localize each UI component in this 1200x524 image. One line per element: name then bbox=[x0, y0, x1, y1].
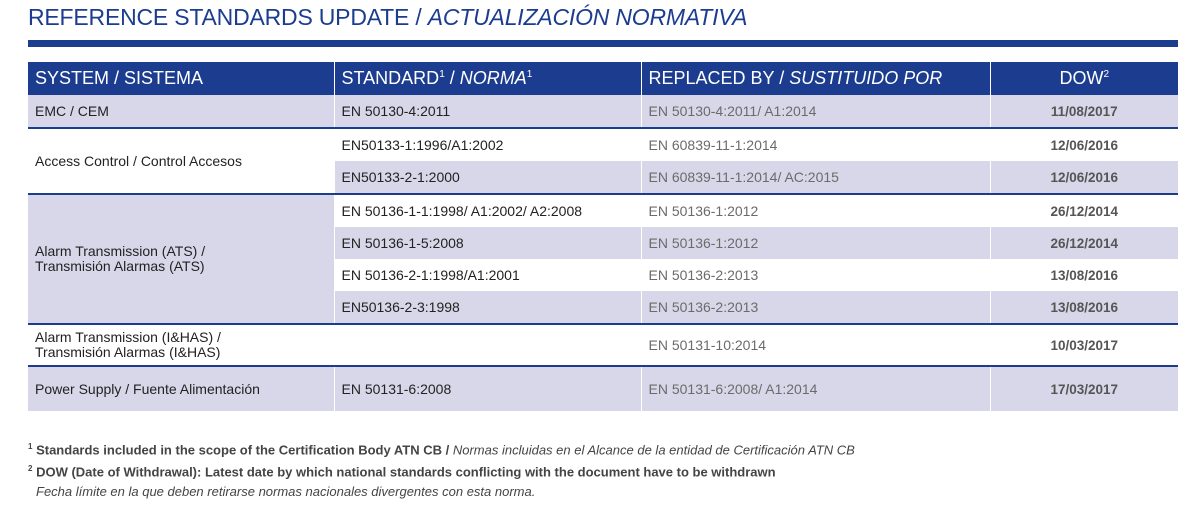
replaced-cell: EN 50136-2:2013 bbox=[641, 291, 990, 324]
footnote-1-text: Standards included in the scope of the Certification Body ATN CB / bbox=[36, 442, 450, 458]
footnote-1 bbox=[28, 437, 855, 459]
header-standard: STANDARD$^1$ / NORMA$^1$ bbox=[334, 62, 641, 95]
replaced-cell: EN 50136-2:2013 bbox=[641, 259, 990, 291]
system-cell bbox=[28, 194, 334, 324]
footnote-2 bbox=[28, 459, 855, 481]
system-line-2: Transmisión Alarmas (I&HAS) bbox=[35, 344, 221, 360]
table-header-row bbox=[28, 62, 1178, 95]
header-standard-sup: 1 bbox=[439, 69, 445, 80]
system-line-1: Alarm Transmission (I&HAS) / bbox=[35, 329, 221, 345]
standards-table bbox=[28, 62, 1178, 411]
footnote-1-translation: Normas incluidas en el Alcance de la entidad de Certificación ATN CB bbox=[452, 442, 855, 458]
system-line-1: Alarm Transmission (ATS) / bbox=[35, 243, 206, 259]
dow-cell: 13/08/2016 bbox=[990, 291, 1178, 324]
header-system: SYSTEM / SISTEMA bbox=[28, 62, 334, 95]
standard-cell: EN 50136-1-5:2008 bbox=[334, 227, 641, 259]
standard-cell: EN50136-2-3:1998 bbox=[334, 291, 641, 324]
system-line-2: Transmisión Alarmas (ATS) bbox=[35, 258, 205, 274]
replaced-cell: EN 50136-1:2012 bbox=[641, 227, 990, 259]
standard-cell bbox=[334, 324, 641, 366]
dow-cell: 11/08/2017 bbox=[990, 95, 1178, 128]
header-dow-label: DOW bbox=[1059, 68, 1104, 88]
dow-cell: 12/06/2016 bbox=[990, 161, 1178, 194]
dow-cell: 26/12/2014 bbox=[990, 227, 1178, 259]
system-cell: Power Supply / Fuente Alimentación bbox=[28, 366, 334, 411]
header-replaced-en: REPLACED BY / bbox=[648, 68, 785, 88]
table-row bbox=[28, 324, 1178, 366]
header-standard-es-sup: 1 bbox=[526, 69, 533, 80]
footnote-2-translation: Fecha límite en la que deben retirarse normas nacionales divergentes con esta norma. bbox=[36, 483, 536, 499]
table-row bbox=[28, 128, 1178, 161]
table-row bbox=[28, 194, 1178, 227]
header-dow bbox=[990, 62, 1178, 95]
standard-cell: EN 50136-2-1:1998/A1:2001 bbox=[334, 259, 641, 291]
dow-cell: 12/06/2016 bbox=[990, 128, 1178, 161]
footnotes bbox=[28, 437, 855, 501]
standard-cell: EN 50130-4:2011 bbox=[334, 95, 641, 128]
standard-cell: EN50133-1:1996/A1:2002 bbox=[334, 128, 641, 161]
title-divider bbox=[28, 40, 1178, 47]
footnote-2-translation-line bbox=[28, 482, 855, 501]
standard-cell: EN 50131-6:2008 bbox=[334, 366, 641, 411]
standard-cell: EN 50136-1-1:1998/ A1:2002/ A2:2008 bbox=[334, 194, 641, 227]
replaced-cell: EN 50130-4:2011/ A1:2014 bbox=[641, 95, 990, 128]
dow-cell: 26/12/2014 bbox=[990, 194, 1178, 227]
title-es: ACTUALIZACIÓN NORMATIVA bbox=[427, 4, 748, 30]
title-en: REFERENCE STANDARDS UPDATE / bbox=[28, 4, 422, 30]
table-row bbox=[28, 366, 1178, 411]
standard-cell: EN50133-2-1:2000 bbox=[334, 161, 641, 194]
replaced-cell: EN 60839-11-1:2014/ AC:2015 bbox=[641, 161, 990, 194]
header-replaced-by bbox=[641, 62, 990, 95]
replaced-cell: EN 50136-1:2012 bbox=[641, 194, 990, 227]
system-cell bbox=[28, 324, 334, 366]
header-standard-en: STANDARD bbox=[341, 68, 440, 88]
header-replaced-es: SUSTITUIDO POR bbox=[789, 68, 943, 88]
dow-cell: 17/03/2017 bbox=[990, 366, 1178, 411]
replaced-cell: EN 50131-10:2014 bbox=[641, 324, 990, 366]
header-standard-es: NORMA bbox=[459, 68, 527, 88]
page-title bbox=[28, 4, 747, 31]
footnote-1-marker: 1 bbox=[28, 442, 33, 451]
system-cell: EMC / CEM bbox=[28, 95, 334, 128]
footnote-2-text: DOW (Date of Withdrawal): Latest date by which national standards conflicting with the document have to be withdrawn bbox=[36, 464, 776, 480]
header-dow-sup: 2 bbox=[1103, 69, 1110, 80]
replaced-cell: EN 60839-11-1:2014 bbox=[641, 128, 990, 161]
footnote-2-marker: 2 bbox=[28, 464, 33, 474]
dow-cell: 10/03/2017 bbox=[990, 324, 1178, 366]
dow-cell: 13/08/2016 bbox=[990, 259, 1178, 291]
replaced-cell: EN 50131-6:2008/ A1:2014 bbox=[641, 366, 990, 411]
table-row bbox=[28, 95, 1178, 128]
system-cell: Access Control / Control Accesos bbox=[28, 128, 334, 194]
